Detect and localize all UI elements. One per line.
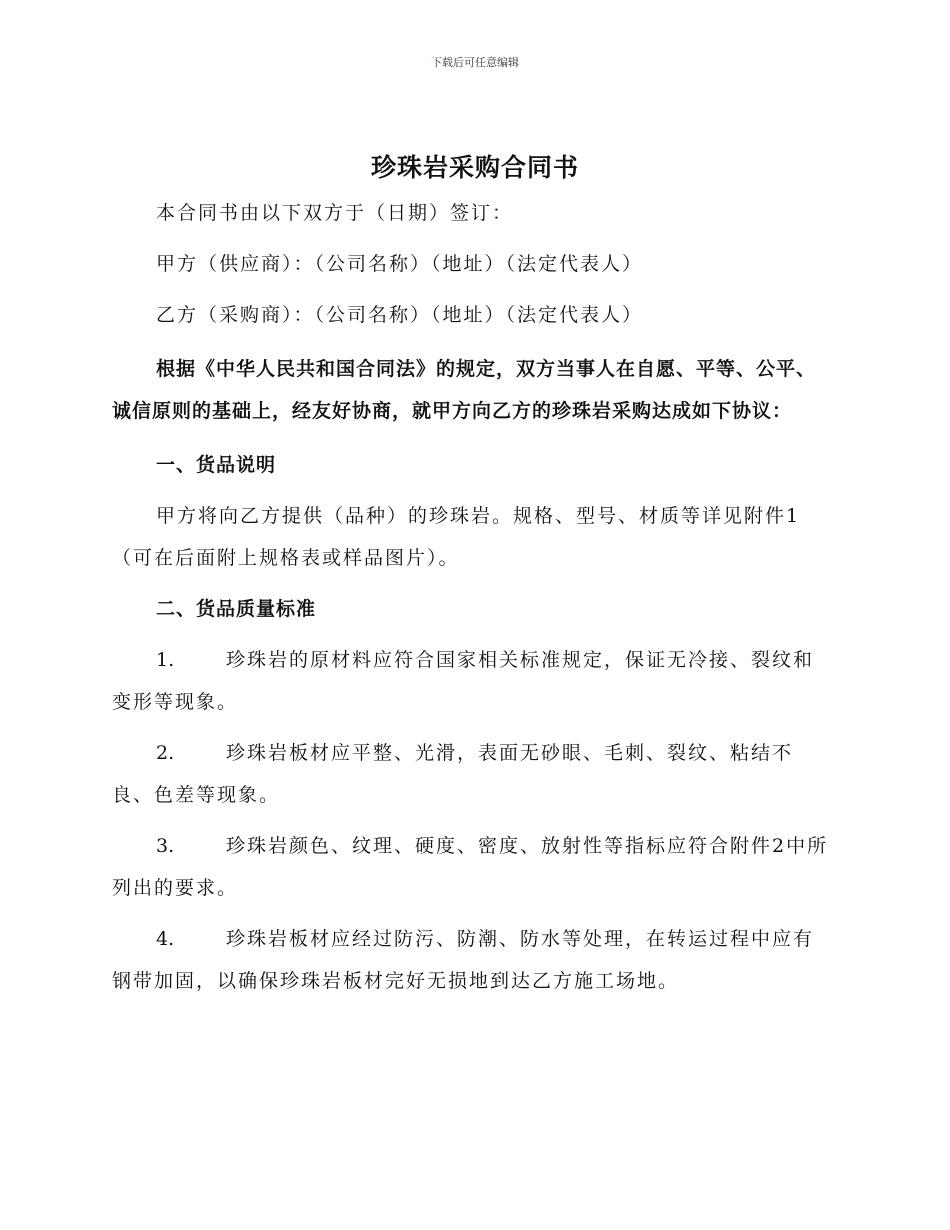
section-2-heading: 二、货品质量标准 — [156, 598, 317, 620]
section-1-text: 甲方将向乙方提供（品种）的珍珠岩。规格、型号、材质等详见附件1（可在后面附上规格表或样品图片）。 — [112, 505, 801, 569]
item-text: 珍珠岩的原材料应符合国家相关标准规定，保证无冷接、裂纹和变形等现象。 — [112, 649, 815, 713]
party-b-line: 乙方（采购商）：（公司名称）（地址）（法定代表人） — [156, 304, 644, 326]
item-number: 4. — [156, 928, 175, 950]
item-text: 珍珠岩板材应平整、光滑，表面无砂眼、毛刺、裂纹、粘结不良、色差等现象。 — [112, 742, 794, 806]
quality-item — [112, 918, 834, 1002]
page-header-note: 下载后可任意编辑 — [431, 56, 519, 69]
intro-paragraph: 本合同书由以下双方于（日期）签订： — [156, 202, 514, 224]
party-a-line: 甲方（供应商）：（公司名称）（地址）（法定代表人） — [156, 253, 644, 275]
document-body — [112, 192, 834, 1002]
legal-basis-paragraph: 根据《中华人民共和国合同法》的规定，双方当事人在自愿、平等、公平、诚信原则的基础上，经友好协商，就甲方向乙方的珍珠岩采购达成如下协议： — [112, 358, 817, 422]
item-number: 3. — [156, 835, 175, 857]
item-number: 1. — [156, 649, 175, 671]
item-text: 珍珠岩颜色、纹理、硬度、密度、放射性等指标应符合附件2中所列出的要求。 — [112, 835, 829, 899]
quality-item — [112, 732, 834, 816]
document-title: 珍珠岩采购合同书 — [370, 153, 579, 182]
section-1-heading: 一、货品说明 — [156, 454, 277, 476]
item-number: 2. — [156, 742, 175, 764]
item-text: 珍珠岩板材应经过防污、防潮、防水等处理，在转运过程中应有钢带加固，以确保珍珠岩板材完好无损地到达乙方施工场地。 — [112, 928, 815, 992]
quality-item — [112, 825, 834, 909]
quality-item — [112, 639, 834, 723]
